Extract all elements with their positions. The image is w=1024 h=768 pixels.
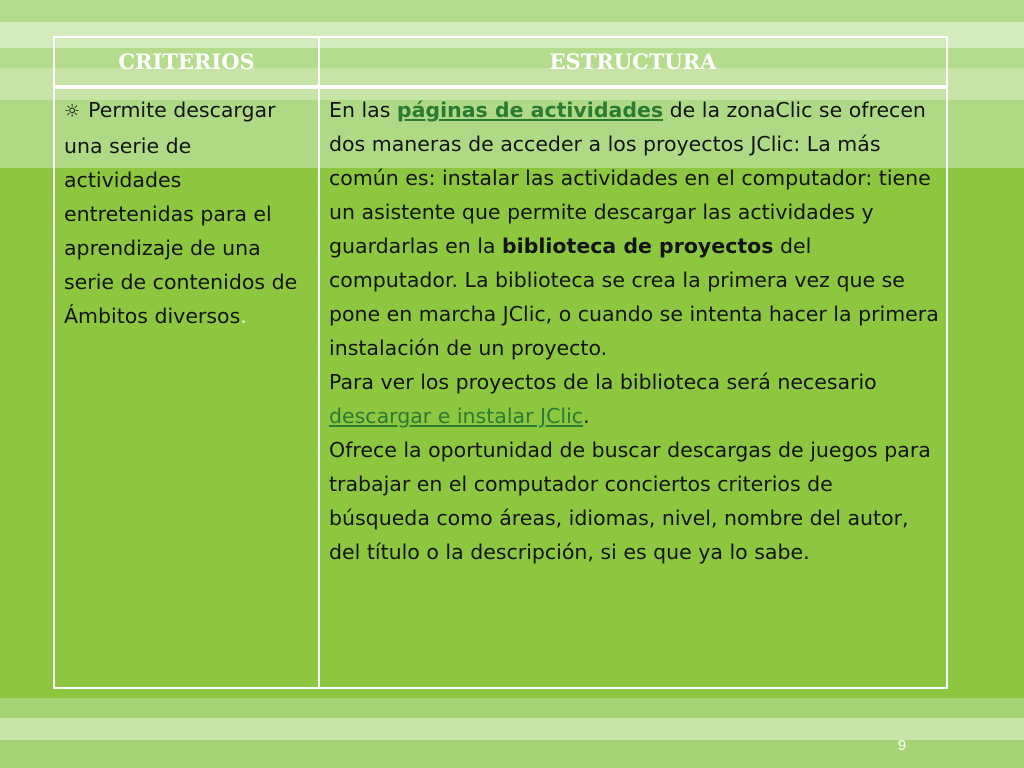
estructura-cell — [319, 87, 947, 688]
text-run: En las — [329, 98, 397, 122]
criterios-text — [55, 89, 318, 333]
criterios-description: Permite descargar una serie de actividades entretenidas para el aprendizaje de una serie de contenidos de Ámbitos diversos — [64, 98, 298, 328]
table-header-row — [54, 37, 947, 87]
text-run: del computador. La biblioteca se crea la primera vez que se pone en marcha JClic, o cuando se intenta hacer la primera instalación de un proyecto. — [329, 234, 939, 360]
estructura-paragraph-2 — [329, 365, 940, 433]
header-criterios: CRITERIOS — [54, 37, 319, 87]
text-run: Para ver los proyectos de la biblioteca será necesario — [329, 370, 877, 394]
content-table — [53, 36, 948, 689]
background-band — [0, 698, 1024, 718]
biblioteca-proyectos-text: biblioteca de proyectos — [502, 234, 774, 258]
sun-bullet-icon: ☼ — [64, 101, 81, 122]
background-band — [0, 0, 1024, 22]
table-row — [54, 87, 947, 688]
estructura-paragraph-1 — [329, 93, 940, 365]
estructura-text — [320, 89, 946, 569]
background-band — [0, 740, 1024, 768]
page-number: 9 — [897, 737, 907, 754]
paginas-actividades-link[interactable]: páginas de actividades — [396, 98, 664, 122]
header-estructura: ESTRUCTURA — [319, 37, 947, 87]
estructura-paragraph-3: Ofrece la oportunidad de buscar descargas de juegos para trabajar en el computador conciertos criterios de búsqueda como áreas, idiomas, nivel, nombre del autor, del título o la descripción, si es que ya lo sabe. — [329, 438, 931, 564]
criterios-period: . — [240, 304, 247, 328]
background-band — [0, 718, 1024, 740]
text-run: . — [583, 404, 590, 428]
text-run: de la zonaClic se ofrecen dos maneras de acceder a los proyectos JClic: La más común es: instalar las actividades en el computador: tiene un asistente que permite descargar las actividades y guardarlas en la — [329, 98, 931, 258]
criterios-cell — [54, 87, 319, 688]
descargar-jclic-link[interactable]: descargar e instalar JClic — [329, 404, 584, 428]
